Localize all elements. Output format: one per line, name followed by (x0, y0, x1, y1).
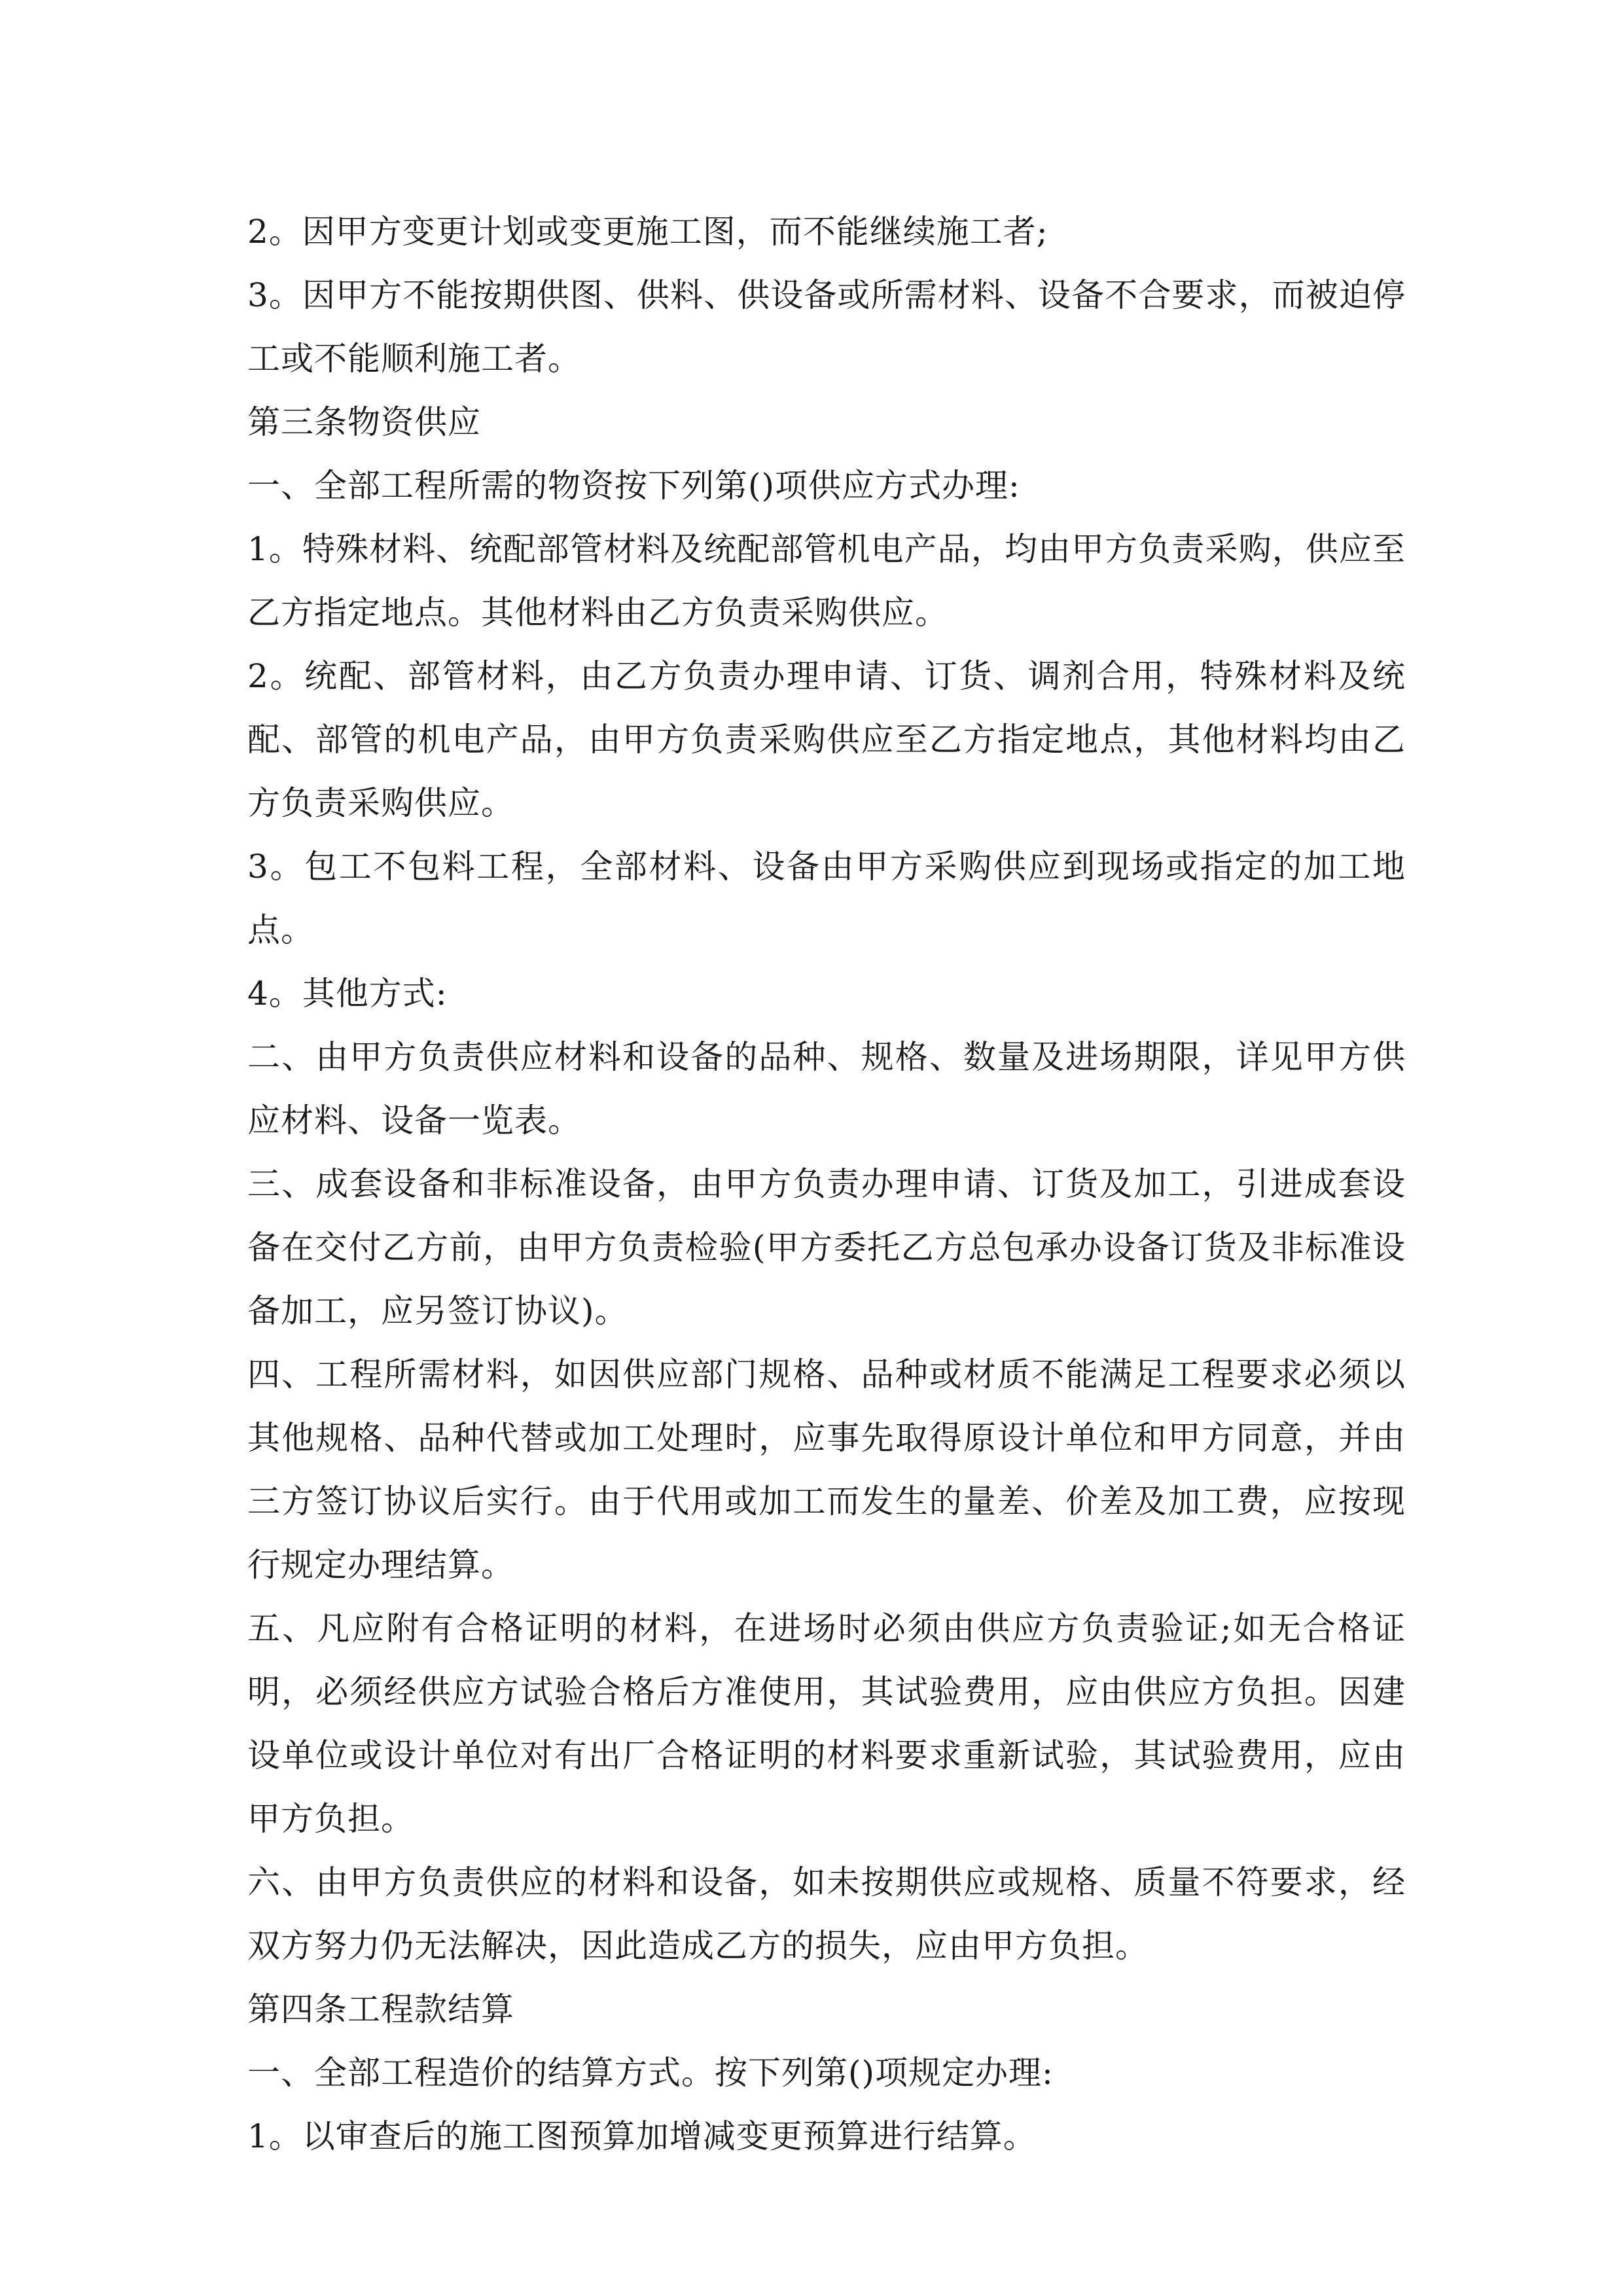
paragraph-option-1: 1。特殊材料、统配部管材料及统配部管机电产品，均由甲方负责采购，供应至乙方指定地点。其他材料由乙方负责采购供应。 (247, 530, 1406, 632)
section-heading-article-4: 第四条工程款结算 (247, 1990, 514, 2028)
paragraph-settlement-clause-1: 一、全部工程造价的结算方式。按下列第()项规定办理: (247, 2054, 1054, 2092)
paragraph-clause-5: 五、凡应附有合格证明的材料，在进场时必须由供应方负责验证;如无合格证明，必须经供应方试验合格后方准使用，其试验费用，应由供应方负担。因建设单位或设计单位对有出厂合格证明的材料要求重新试验，其试验费用，应由甲方负担。 (247, 1609, 1406, 1838)
document-body (247, 200, 1406, 2168)
paragraph-option-4: 4。其他方式: (247, 975, 448, 1013)
paragraph-clause-1: 一、全部工程所需的物资按下列第()项供应方式办理: (247, 467, 1020, 505)
paragraph-option-2: 2。统配、部管材料，由乙方负责办理申请、订货、调剂合用，特殊材料及统配、部管的机电产品，由甲方负责采购供应至乙方指定地点，其他材料均由乙方负责采购供应。 (247, 657, 1406, 822)
section-heading-article-3: 第三条物资供应 (247, 403, 481, 441)
paragraph-item-2: 2。因甲方变更计划或变更施工图，而不能继续施工者; (247, 213, 1048, 251)
paragraph-clause-3: 三、成套设备和非标准设备，由甲方负责办理申请、订货及加工，引进成套设备在交付乙方前，由甲方负责检验(甲方委托乙方总包承办设备订货及非标准设备加工，应另签订协议)。 (247, 1165, 1406, 1330)
paragraph-option-3: 3。包工不包料工程，全部材料、设备由甲方采购供应到现场或指定的加工地点。 (247, 848, 1406, 949)
paragraph-settlement-option-1: 1。以审查后的施工图预算加增减变更预算进行结算。 (247, 2117, 1037, 2155)
paragraph-item-3: 3。因甲方不能按期供图、供料、供设备或所需材料、设备不合要求，而被迫停工或不能顺利施工者。 (247, 276, 1406, 378)
paragraph-clause-4: 四、工程所需材料，如因供应部门规格、品种或材质不能满足工程要求必须以其他规格、品种代替或加工处理时，应事先取得原设计单位和甲方同意，并由三方签订协议后实行。由于代用或加工而发生的量差、价差及加工费，应按现行规定办理结算。 (247, 1355, 1406, 1584)
paragraph-clause-6: 六、由甲方负责供应的材料和设备，如未按期供应或规格、质量不符要求，经双方努力仍无法解决，因此造成乙方的损失，应由甲方负担。 (247, 1863, 1406, 1965)
paragraph-clause-2: 二、由甲方负责供应材料和设备的品种、规格、数量及进场期限，详见甲方供应材料、设备一览表。 (247, 1038, 1406, 1139)
